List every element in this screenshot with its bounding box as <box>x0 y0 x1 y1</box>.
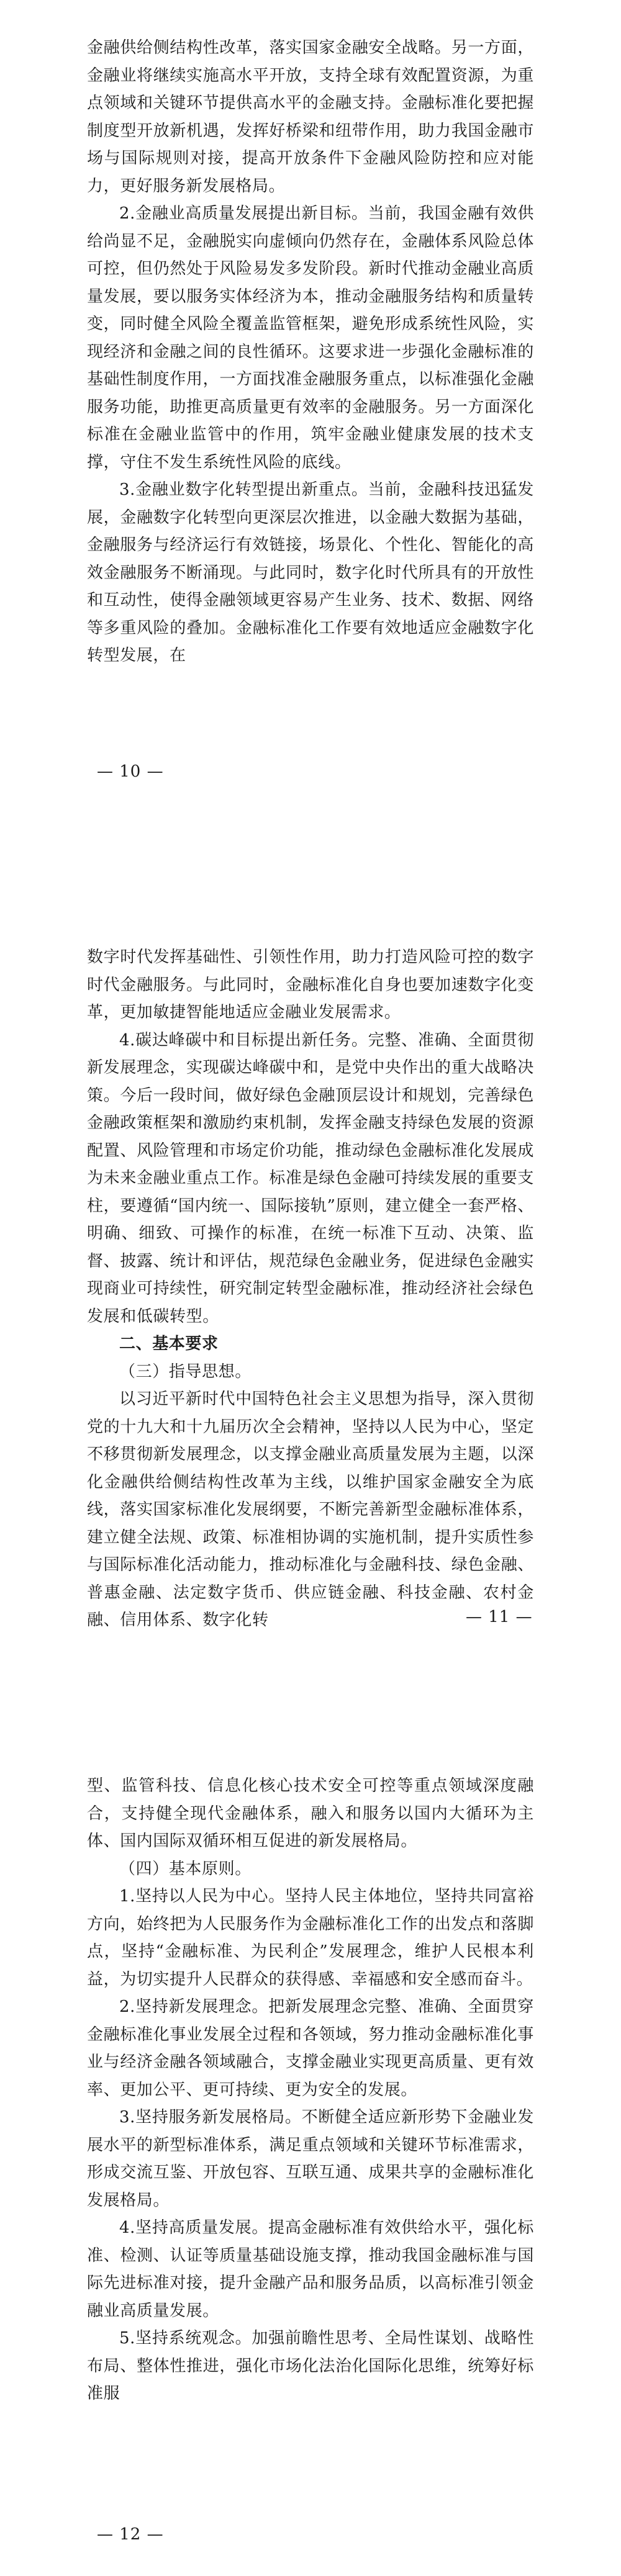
principle-item: 5.坚持系统观念。加强前瞻性思考、全局性谋划、战略性布局、整体性推进，强化市场化法治化国际化思维，统筹好标准服 <box>87 2329 534 2403</box>
paragraph: 金融供给侧结构性改革，落实国家金融安全战略。另一方面，金融业将继续实施高水平开放，支持全球有效配置资源，为重点领域和关键环节提供高水平的金融支持。金融标准化要把握制度型开放新机遇，发挥好桥梁和纽带作用，助力我国金融市场与国际规则对接，提高开放条件下金融风险防控和应对能力，更好服务新发展格局。 <box>87 38 534 196</box>
page-12 <box>0 1772 621 2408</box>
page-11 <box>0 943 621 1634</box>
subsection-heading: （四）基本原则。 <box>119 1859 252 1878</box>
principle-item: 4.坚持高质量发展。提高金融标准有效供给水平，强化标准、检测、认证等质量基础设施支撑，推动我国金融标准与国际先进标准对接，提升金融产品和服务品质，以高标准引领金融业高质量发展。 <box>87 2218 534 2320</box>
paragraph: 型、监管科技、信息化核心技术安全可控等重点领域深度融合，支持健全现代金融体系，融入和服务以国内大循环为主体、国内国际双循环相互促进的新发展格局。 <box>87 1777 534 1850</box>
paragraph: 4.碳达峰碳中和目标提出新任务。完整、准确、全面贯彻新发展理念，实现碳达峰碳中和，是党中央作出的重大战略决策。今后一段时间，做好绿色金融顶层设计和规划，完善绿色金融政策框架和激励约束机制，发挥金融支持绿色发展的资源配置、风险管理和市场定价功能，推动绿色金融标准化发展成为未来金融业重点工作。标准是绿色金融可持续发展的重要支柱，要遵循“国内统一、国际接轨”原则，建立健全一套严格、明确、细致、可操作的标准，在统一标准下互动、决策、监督、披露、统计和评估，规范绿色金融业务，促进绿色金融实现商业可持续性，研究制定转型金融标准，推动经济社会绿色发展和低碳转型。 <box>87 1030 534 1326</box>
paragraph: 以习近平新时代中国特色社会主义思想为指导，深入贯彻党的十九大和十九届历次全会精神，坚持以人民为中心，坚定不移贯彻新发展理念，以支撑金融业高质量发展为主题，以深化金融供给侧结构性改革为主线，以维护国家金融安全为底线，落实国家标准化发展纲要，不断完善新型金融标准体系，建立健全法规、政策、标准相协调的实施机制，提升实质性参与国际标准化活动能力，推动标准化与金融科技、绿色金融、普惠金融、法定数字货币、供应链金融、科技金融、农村金融、信用体系、数字化转 <box>87 1390 534 1629</box>
subsection-heading: （三）指导思想。 <box>119 1362 252 1381</box>
principle-item: 3.坚持服务新发展格局。不断健全适应新形势下金融业发展水平的新型标准体系，满足重点领域和关键环节标准需求，形成交流互鉴、开放包容、互联互通、成果共享的金融标准化发展格局。 <box>87 2108 534 2210</box>
paragraph: 数字时代发挥基础性、引领性作用，助力打造风险可控的数字时代金融服务。与此同时，金融标准化自身也要加速数字化变革，更加敏捷智能地适应金融业发展需求。 <box>87 948 534 1022</box>
principle-item: 2.坚持新发展理念。把新发展理念完整、准确、全面贯穿金融标准化事业发展全过程和各领域，努力推动金融标准化事业与经济金融各领域融合，支撑金融业实现更高质量、更有效率、更加公平、更可持续、更为安全的发展。 <box>87 1997 534 2099</box>
principle-item: 1.坚持以人民为中心。坚持人民主体地位，坚持共同富裕方向，始终把为人民服务作为金融标准化工作的出发点和落脚点，坚持“金融标准、为民利企”发展理念，维护人民根本利益，为切实提升人民群众的获得感、幸福感和安全感而奋斗。 <box>87 1887 534 1989</box>
page-number: — 10 — <box>97 762 164 781</box>
section-heading: 二、基本要求 <box>119 1335 219 1353</box>
page-number: — 11 — <box>466 1608 533 1626</box>
paragraph: 3.金融业数字化转型提出新重点。当前，金融科技迅猛发展，金融数字化转型向更深层次推进，以金融大数据为基础，金融服务与经济运行有效链接，场景化、个性化、智能化的高效金融服务不断涌现。与此同时，数字化时代所具有的开放性和互动性，使得金融领域更容易产生业务、技术、数据、网络等多重风险的叠加。金融标准化工作要有效地适应金融数字化转型发展，在 <box>87 480 534 665</box>
paragraph: 2.金融业高质量发展提出新目标。当前，我国金融有效供给尚显不足，金融脱实向虚倾向仍然存在，金融体系风险总体可控，但仍然处于风险易发多发阶段。新时代推动金融业高质量发展，要以服务实体经济为本，推动金融服务结构和质量转变，同时健全风险全覆盖监管框架，避免形成系统性风险，实现经济和金融之间的良性循环。这要求进一步强化金融标准的基础性制度作用，一方面找准金融服务重点，以标准强化金融服务功能，助推更高质量更有效率的金融服务。另一方面深化标准在金融业监管中的作用，筑牢金融业健康发展的技术支撑，守住不发生系统性风险的底线。 <box>87 204 534 472</box>
page-number: — 12 — <box>97 2525 164 2544</box>
page-10 <box>0 34 621 670</box>
